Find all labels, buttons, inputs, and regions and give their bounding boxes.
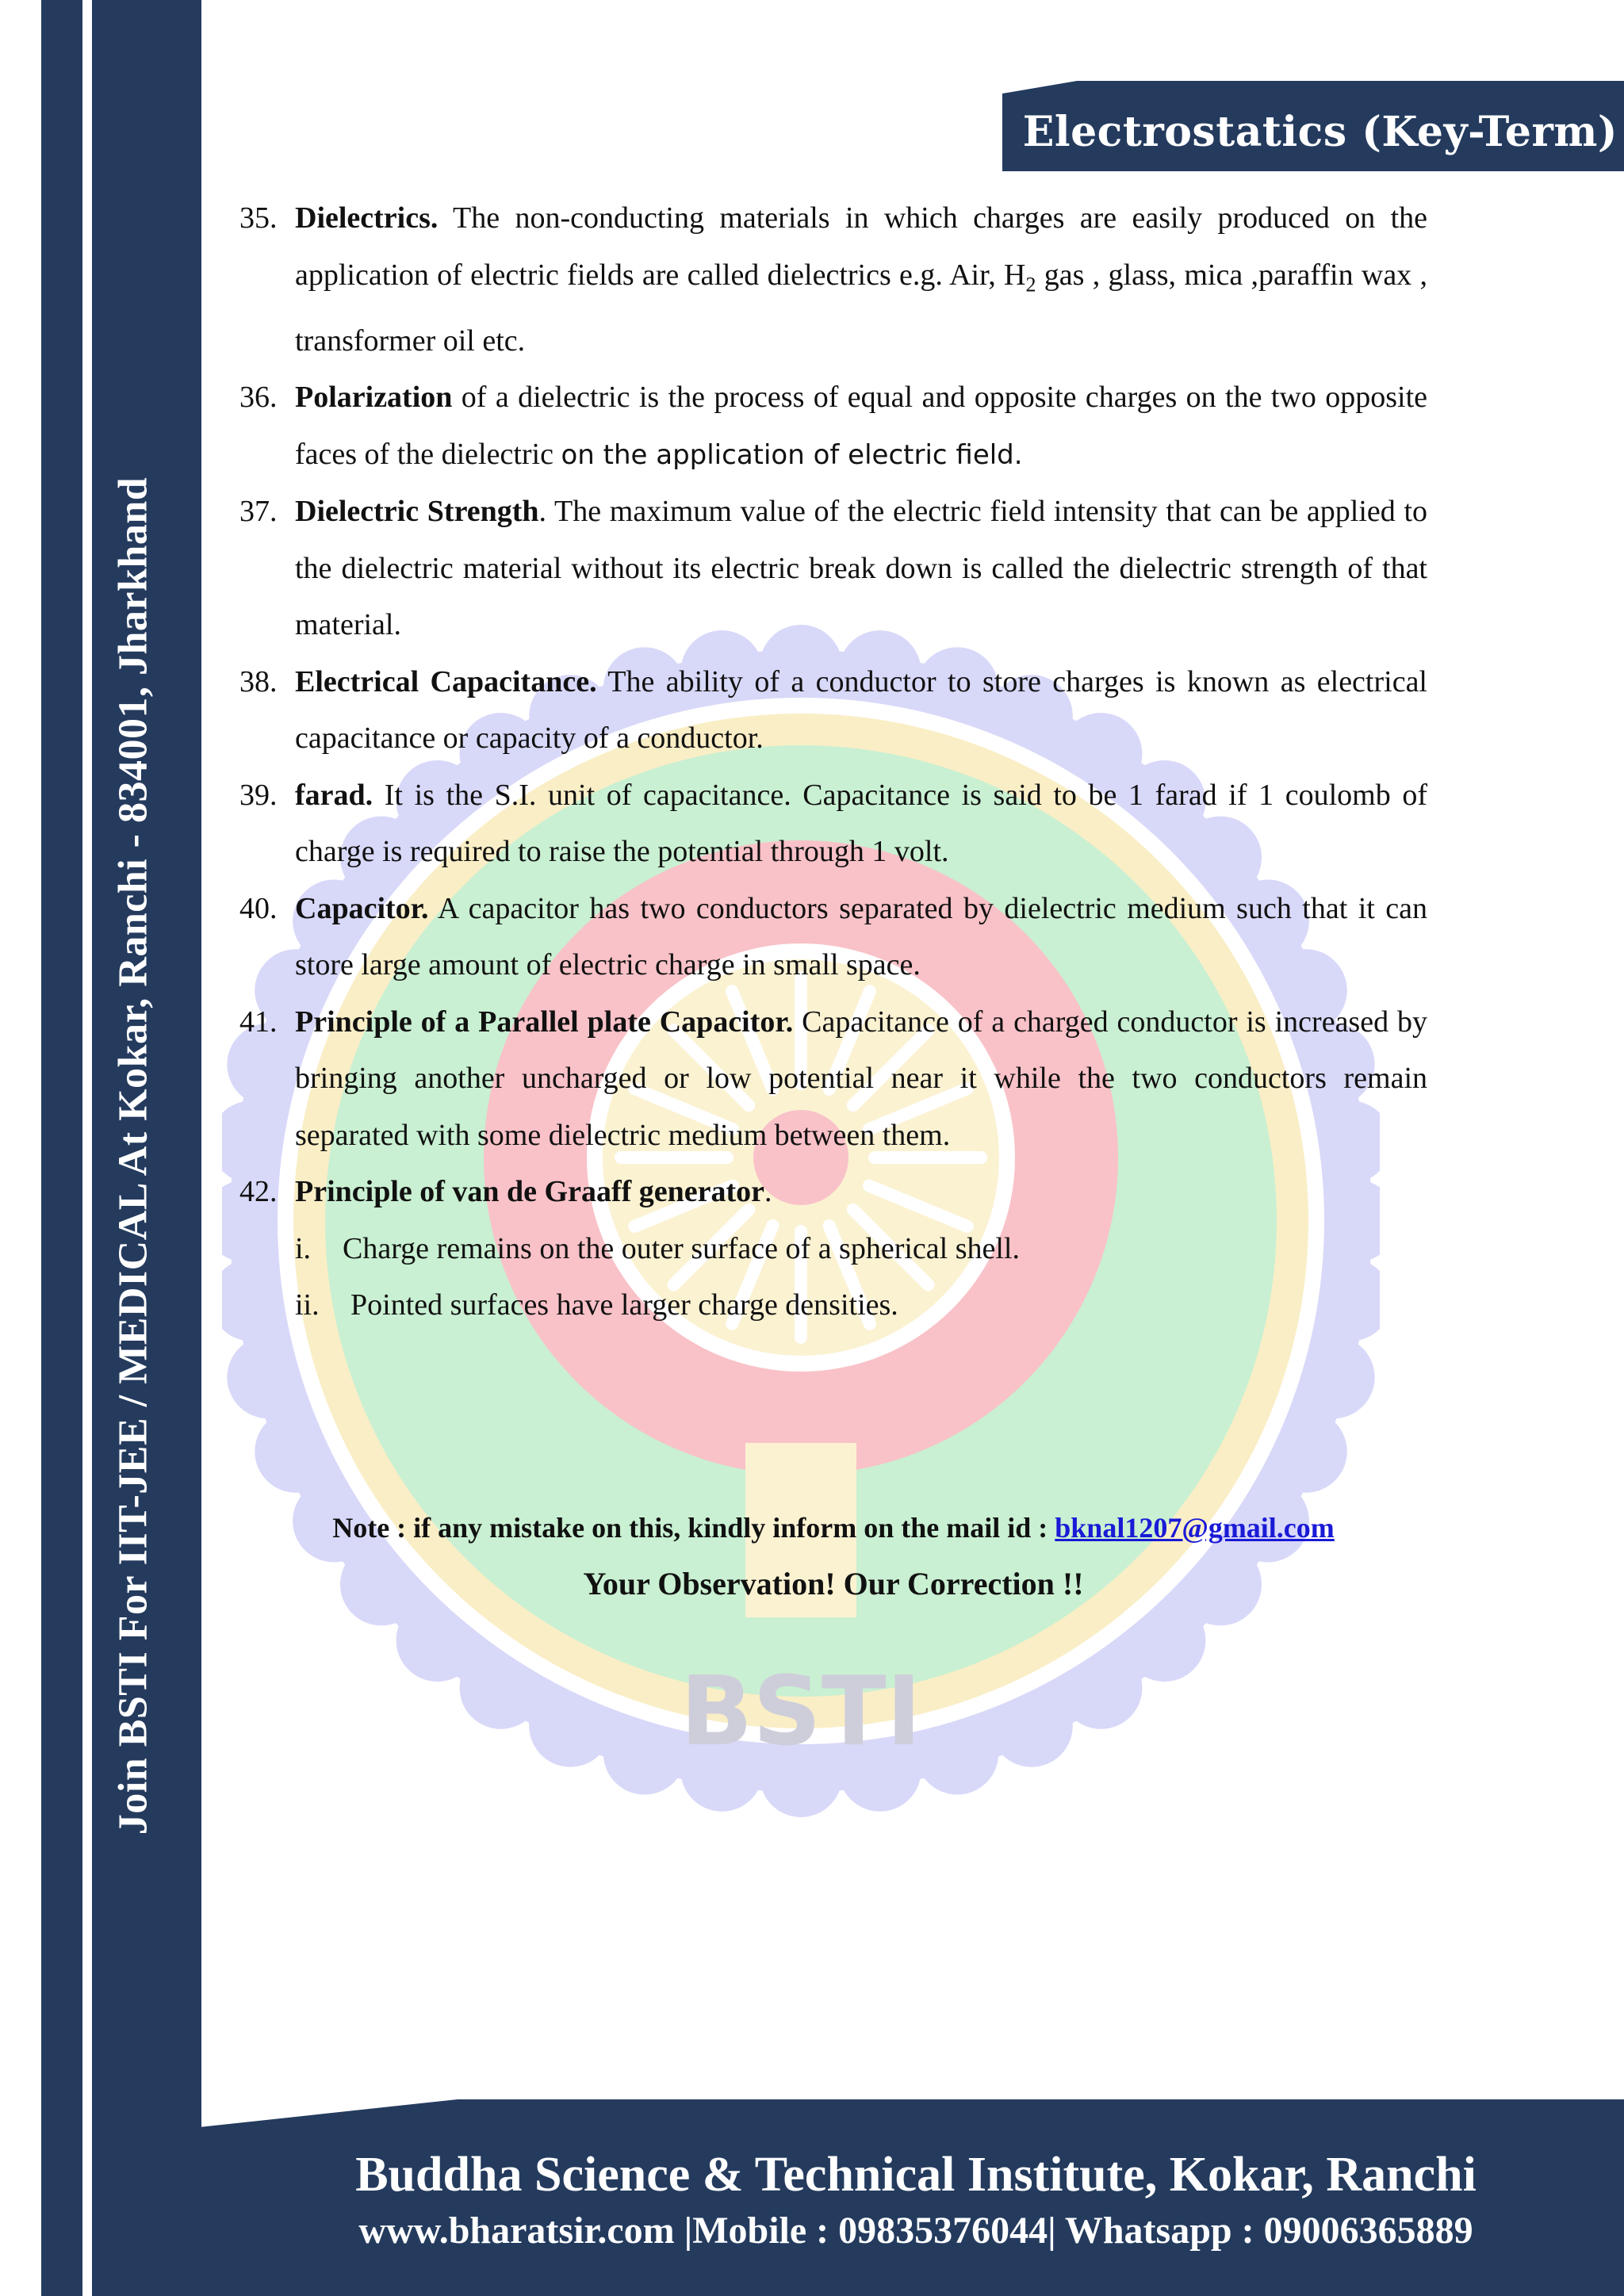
scallop [916, 1712, 998, 1795]
scallop [529, 1685, 611, 1767]
item-body-continued: gas , glass, mica ,paraffin wax , transformer oil etc. [295, 258, 1427, 358]
page-title: Electrostatics (Key-Term) [1022, 108, 1618, 156]
scallop [227, 1336, 309, 1418]
sub-list-item [239, 1221, 1427, 1278]
scallop [1123, 1599, 1205, 1682]
item-number: 37. [239, 495, 278, 529]
sub-item-text: Charge remains on the outer surface of a spherical shell. [343, 1231, 1020, 1265]
email-link[interactable]: bknal1207@gmail.com [1055, 1512, 1335, 1544]
watermark-text: BSTI [680, 1657, 922, 1767]
subscript: 2 [1025, 273, 1036, 297]
scallop [680, 1729, 763, 1812]
item-number: 39. [239, 778, 278, 812]
list-item [239, 767, 1427, 881]
scallop [1059, 1647, 1142, 1729]
item-body: It is the S.I. unit of capacitance. Capacitance is said to be 1 farad if 1 coulomb of charge is required to raise the potential through 1 volt. [295, 778, 1427, 869]
roman-numeral: ii. [295, 1288, 320, 1322]
item-number: 40. [239, 891, 278, 925]
scallop [255, 1410, 337, 1493]
item-term: Dielectrics. [295, 201, 439, 235]
item-term: Principle of van de Graaff generator [295, 1175, 765, 1209]
item-body: . The maximum value of the electric field intensity that can be applied to the dielectric material without its electric break down is called the dielectric strength of that material. [295, 495, 1428, 642]
scallop [1293, 1336, 1375, 1418]
scallop [839, 1729, 921, 1812]
item-number: 41. [239, 1004, 278, 1039]
list-item [239, 190, 1427, 369]
scallop [603, 1712, 686, 1795]
side-banner [0, 0, 201, 2296]
list-item [239, 1164, 1427, 1221]
tagline: Your Observation! Our Correction !! [583, 1566, 1084, 1601]
contact-info: www.bharatsir.com |Mobile : 09835376044| Whatsapp : 09006365889 [358, 2210, 1473, 2252]
list-item [239, 881, 1427, 994]
scallop [990, 1685, 1073, 1767]
item-body: of a dielectric is the process of equal and opposite charges on the two opposite faces of the dielectric [295, 381, 1427, 471]
key-terms-list [239, 190, 1427, 1334]
item-term: Electrical Capacitance. [295, 664, 597, 698]
scallop [460, 1647, 542, 1729]
item-body-sans: on the application of electric field. [561, 438, 1023, 471]
item-number: 35. [239, 201, 278, 235]
item-term: Polarization [295, 381, 453, 415]
item-term: Principle of a Parallel plate Capacitor. [295, 1004, 794, 1039]
list-item [239, 369, 1427, 484]
list-item [239, 994, 1427, 1165]
item-number: 36. [239, 381, 278, 415]
item-body: The ability of a conductor to store charges is known as electrical capacitance or capacity of a conductor. [295, 664, 1427, 756]
item-body: A capacitor has two conductors separated by dielectric medium such that it can store large amount of electric charge in small space. [295, 891, 1427, 982]
item-body: Capacitance of a charged conductor is increased by bringing another uncharged or low potential near it while the two conductors remain separated with some dielectric medium between them. [295, 1004, 1427, 1152]
item-term: Dielectric Strength [295, 495, 539, 529]
list-item [239, 654, 1427, 767]
correction-note [239, 1511, 1427, 1544]
item-body: The non-conducting materials in which charges are easily produced on the application of electric fields are called dielectrics e.g. Air, H [295, 201, 1427, 292]
item-number: 42. [239, 1175, 278, 1209]
side-banner-text: Join BSTI For IIT-JEE / MEDICAL At Kokar, Ranchi - 834001, Jharkhand [110, 476, 156, 1835]
list-item [239, 484, 1427, 654]
scallop [396, 1599, 479, 1682]
scallop [1265, 1410, 1347, 1493]
sub-list-item [239, 1277, 1427, 1334]
roman-numeral: i. [295, 1231, 312, 1265]
item-term: farad. [295, 778, 373, 812]
item-number: 38. [239, 664, 278, 698]
sub-item-text: Pointed surfaces have larger charge densities. [350, 1288, 898, 1322]
note-text: Note : if any mistake on this, kindly inform on the mail id : [332, 1512, 1055, 1544]
item-body: . [764, 1175, 772, 1209]
item-term: Capacitor. [295, 891, 429, 925]
scallop [760, 1735, 842, 1817]
institute-name: Buddha Science & Technical Institute, Kokar, Ranchi [355, 2148, 1477, 2202]
